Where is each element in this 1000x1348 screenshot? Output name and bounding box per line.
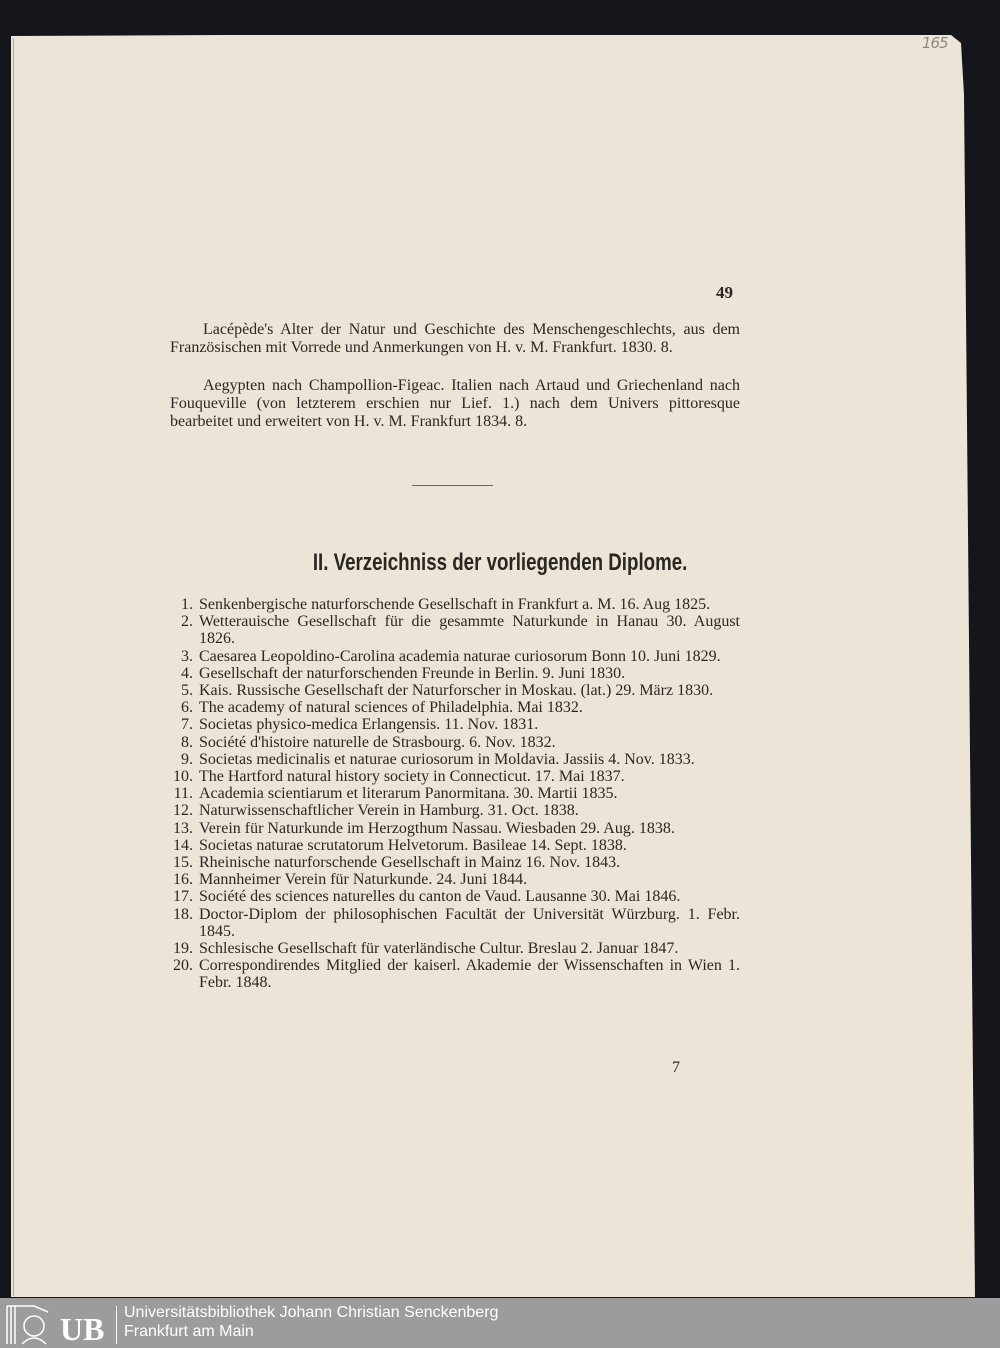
item-text: Societas physico-medica Erlangensis. 11. Nov. 1831. xyxy=(199,716,539,734)
item-number: 13. xyxy=(173,819,193,837)
item-text: The Hartford natural history society in Connecticut. 17. Mai 1837. xyxy=(199,768,625,786)
diploma-list-item xyxy=(160,820,740,837)
item-number: 19. xyxy=(173,940,193,958)
library-logo-icon xyxy=(4,1302,116,1346)
item-number: 18. xyxy=(173,905,193,923)
page-number: 49 xyxy=(716,283,733,302)
item-text: Rheinische naturforschende Gesellschaft in Mainz 16. Nov. 1843. xyxy=(199,854,621,872)
diploma-list-item xyxy=(160,957,740,991)
diploma-list-item xyxy=(160,940,740,957)
diploma-list-item xyxy=(160,682,740,699)
item-text: The academy of natural sciences of Philadelphia. Mai 1832. xyxy=(199,699,583,717)
item-number: 6. xyxy=(181,699,193,717)
diploma-list-item xyxy=(160,906,740,940)
item-text: Gesellschaft der naturforschenden Freunde in Berlin. 9. Juni 1830. xyxy=(199,664,626,682)
diploma-list xyxy=(160,596,740,992)
diploma-list-item xyxy=(160,734,740,751)
item-number: 15. xyxy=(173,854,193,872)
item-number: 3. xyxy=(181,647,193,665)
item-text: Correspondirendes Mitglied der kaiserl. Akademie der Wissenschaften in Wien 1. Febr. 1848. xyxy=(199,957,740,992)
footer-separator xyxy=(116,1306,117,1344)
diploma-list-item xyxy=(160,802,740,819)
diploma-list-item xyxy=(160,613,740,647)
item-number: 9. xyxy=(181,750,193,768)
diploma-list-item xyxy=(160,648,740,665)
diploma-list-item xyxy=(160,888,740,905)
diploma-list-item xyxy=(160,596,740,613)
item-text: Senkenbergische naturforschende Gesellschaft in Frankfurt a. M. 16. Aug 1825. xyxy=(199,596,711,613)
page-gutter-line xyxy=(13,38,14,1296)
diploma-list-item xyxy=(160,854,740,871)
item-text: Verein für Naturkunde im Herzogthum Nassau. Wiesbaden 29. Aug. 1838. xyxy=(199,819,675,837)
item-number: 4. xyxy=(181,664,193,682)
item-text: Doctor-Diplom der philosophischen Facultät der Universität Würzburg. 1. Febr. 1845. xyxy=(199,905,740,940)
diploma-list-item xyxy=(160,751,740,768)
item-number: 12. xyxy=(173,802,193,820)
library-city: Frankfurt am Main xyxy=(124,1323,254,1340)
item-number: 5. xyxy=(181,682,193,700)
diploma-list-item xyxy=(160,785,740,802)
item-text: Societas medicinalis et naturae curiosorum in Moldavia. Jassiis 4. Nov. 1833. xyxy=(199,750,695,768)
item-number: 2. xyxy=(181,613,193,631)
diploma-list-item xyxy=(160,837,740,854)
pencil-folio-number: 165 xyxy=(922,34,948,52)
item-number: 20. xyxy=(173,957,193,975)
paragraph-lacepede: Lacépède's Alter der Natur und Geschichte des Menschengeschlechts, aus dem Französischen mit Vorrede und Anmerkungen von H. v. M. Frankfurt. 1830. 8. xyxy=(170,321,740,356)
svg-text:UB: UB xyxy=(60,1311,105,1346)
section-divider xyxy=(412,485,493,486)
diploma-list-item xyxy=(160,665,740,682)
item-number: 1. xyxy=(181,596,193,613)
diploma-list-item xyxy=(160,716,740,733)
item-text: Société d'histoire naturelle de Strasbourg. 6. Nov. 1832. xyxy=(199,733,556,751)
item-text: Societas naturae scrutatorum Helvetorum. Basileae 14. Sept. 1838. xyxy=(199,836,627,854)
item-number: 8. xyxy=(181,733,193,751)
item-text: Kais. Russische Gesellschaft der Naturforscher in Moskau. (lat.) 29. März 1830. xyxy=(199,682,714,700)
signature-mark: 7 xyxy=(672,1059,680,1076)
section-heading xyxy=(0,549,1000,577)
item-number: 10. xyxy=(173,768,193,786)
item-text: Société des sciences naturelles du canton de Vaud. Lausanne 30. Mai 1846. xyxy=(199,888,681,906)
item-text: Caesarea Leopoldino-Carolina academia naturae curiosorum Bonn 10. Juni 1829. xyxy=(199,647,721,665)
item-text: Academia scientiarum et literarum Panormitana. 30. Martii 1835. xyxy=(199,785,618,803)
item-number: 11. xyxy=(173,785,193,803)
item-text: Schlesische Gesellschaft für vaterländische Cultur. Breslau 2. Januar 1847. xyxy=(199,940,679,958)
item-number: 17. xyxy=(173,888,193,906)
diploma-list-item xyxy=(160,768,740,785)
section-heading-text: II. Verzeichniss der vorliegenden Diplome. xyxy=(312,549,688,576)
item-text: Mannheimer Verein für Naturkunde. 24. Juni 1844. xyxy=(199,871,528,889)
item-number: 16. xyxy=(173,871,193,889)
item-text: Naturwissenschaftlicher Verein in Hamburg. 31. Oct. 1838. xyxy=(199,802,579,820)
item-text: Wetterauische Gesellschaft für die gesammte Naturkunde in Hanau 30. August 1826. xyxy=(199,613,740,648)
diploma-list-item xyxy=(160,871,740,888)
item-number: 7. xyxy=(181,716,193,734)
paragraph-aegypten: Aegypten nach Champollion-Figeac. Italien nach Artaud und Griechenland nach Fouqueville (von letzterem erschien nur Lief. 1.) nach dem Univers pittoresque bearbeitet und erweitert von H. v. M. Frankfurt 1834. 8. xyxy=(170,377,740,430)
item-number: 14. xyxy=(173,836,193,854)
library-name: Universitätsbibliothek Johann Christian Senckenberg xyxy=(124,1304,499,1321)
diploma-list-item xyxy=(160,699,740,716)
